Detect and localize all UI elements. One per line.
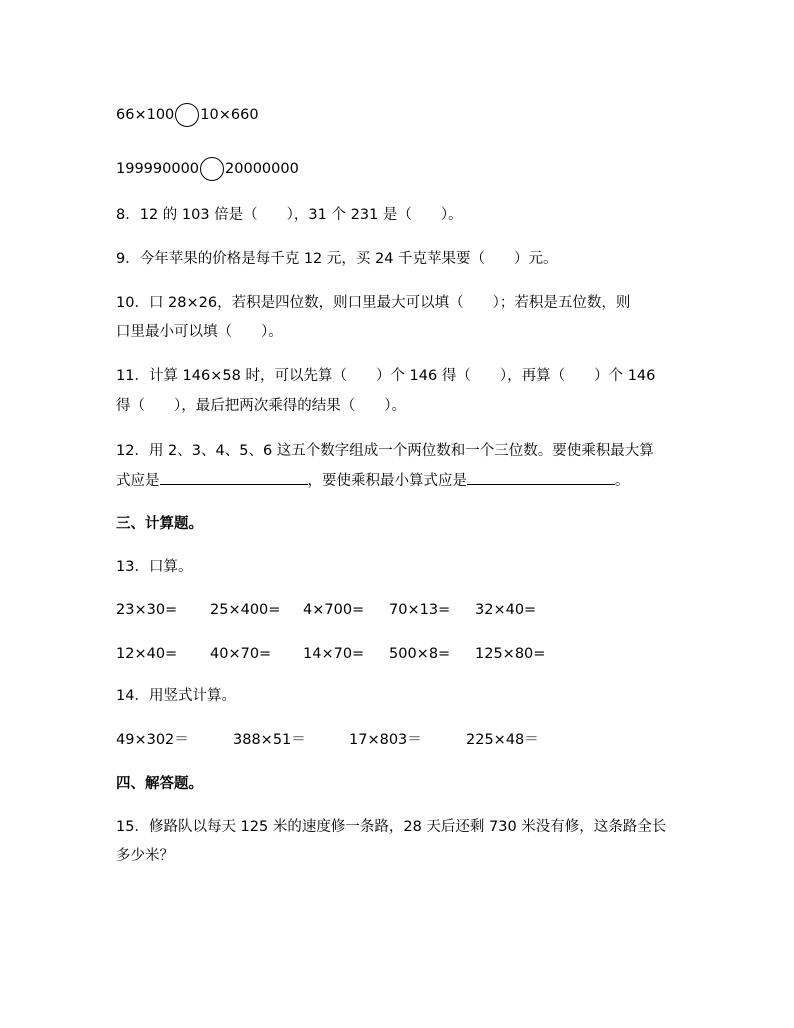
answer-blank-min[interactable] [467, 470, 615, 485]
oral-item: 25×400= [210, 602, 281, 618]
question-10-line-2: 口里最小可以填（ ）。 [116, 324, 283, 340]
question-12-line-1: 12．用 2、3、4、5、6 这五个数字组成一个两位数和一个三位数。要使乘积最大算 [116, 443, 654, 459]
oral-item: 40×70= [210, 646, 272, 662]
compare-circle-blank[interactable] [175, 103, 199, 127]
answer-blank-max[interactable] [160, 470, 308, 485]
q12-text-a: 式应是 [116, 473, 160, 489]
vertical-item: 17×803＝ [349, 732, 422, 748]
question-12-line-2 [116, 470, 630, 491]
oral-item: 32×40= [475, 602, 537, 618]
compare-left: 199990000 [116, 161, 200, 177]
oral-item: 4×700= [303, 602, 365, 618]
compare-row-1 [116, 103, 259, 127]
question-14: 14．用竖式计算。 [116, 688, 236, 704]
vertical-item: 49×302＝ [116, 732, 189, 748]
oral-item: 14×70= [303, 646, 365, 662]
question-11-line-1: 11．计算 146×58 时，可以先算（ ）个 146 得（ ），再算（ ）个 146 [116, 368, 656, 384]
question-9: 9．今年苹果的价格是每千克 12 元，买 24 千克苹果要（ ）元。 [116, 251, 558, 267]
compare-left: 66×100 [116, 107, 175, 123]
compare-row-2 [116, 157, 299, 181]
q12-text-c: 。 [615, 473, 630, 489]
question-8: 8．12 的 103 倍是（ ），31 个 231 是（ ）。 [116, 207, 463, 223]
vertical-item: 225×48＝ [466, 732, 539, 748]
question-11-line-2: 得（ ），最后把两次乘得的结果（ ）。 [116, 398, 406, 414]
oral-item: 12×40= [116, 646, 178, 662]
question-10-line-1: 10．口 28×26，若积是四位数，则口里最大可以填（ ）；若积是五位数，则 [116, 295, 631, 311]
question-13: 13．口算。 [116, 559, 193, 575]
oral-item: 70×13= [389, 602, 451, 618]
oral-item: 500×8= [389, 646, 451, 662]
oral-item: 23×30= [116, 602, 178, 618]
compare-right: 10×660 [200, 107, 259, 123]
q12-text-b: ，要使乘积最小算式应是 [307, 473, 467, 489]
oral-item: 125×80= [475, 646, 546, 662]
section-3-heading: 三、计算题。 [116, 516, 203, 532]
compare-right: 20000000 [225, 161, 299, 177]
section-4-heading: 四、解答题。 [116, 776, 203, 792]
question-15-line-1: 15．修路队以每天 125 米的速度修一条路，28 天后还剩 730 米没有修，这条路全长 [116, 819, 667, 835]
question-15-line-2: 多少米？ [116, 848, 174, 864]
vertical-item: 388×51＝ [233, 732, 306, 748]
compare-circle-blank[interactable] [200, 157, 224, 181]
